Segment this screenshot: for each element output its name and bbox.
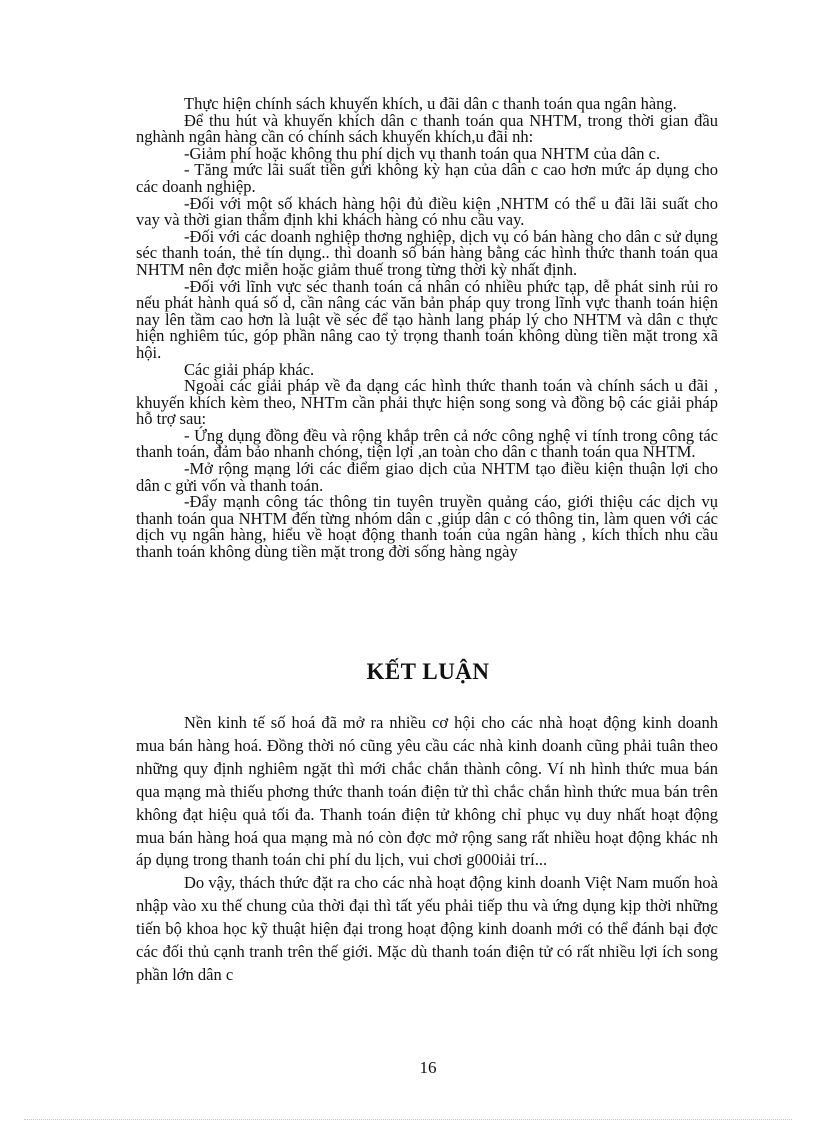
paragraph: Do vậy, thách thức đặt ra cho các nhà hoạt động kinh doanh Việt Nam muốn hoà nhập vào xu thế chung của thời đại thì tất yếu phải tiếp thu và ứng dụng kịp thời những tiến bộ khoa học kỹ thuật hiện đại trong hoạt động kinh doanh mới có thể đánh bại đợc các đối thủ cạnh tranh trên thế giới. Mặc dù thanh toán điện tử có rất nhiều lợi ích song phần lớn dân c (136, 873, 718, 984)
paragraph: -Đẩy mạnh công tác thông tin tuyên truyền quảng cáo, giới thiệu các dịch vụ thanh toán qua NHTM đến từng nhóm dân c ,giúp dân c có thông tin, làm quen với các dịch vụ ngân hàng, hiểu về hoạt động thanh toán của ngân hàng , kích thích nhu cầu thanh toán không dùng tiền mặt trong đời sống hàng ngày (136, 492, 718, 562)
paragraph: -Mở rộng mạng lới các điểm giao dịch của NHTM tạo điều kiện thuận lợi cho dân c gửi vốn và thanh toán. (136, 459, 718, 495)
solutions-section (136, 96, 718, 561)
page-number: 16 (419, 1058, 437, 1077)
paragraph: Nền kinh tế số hoá đã mở ra nhiều cơ hội cho các nhà hoạt động kinh doanh mua bán hàng hoá. Đồng thời nó cũng yêu cầu các nhà kinh doanh cũng phải tuân theo những quy định nghiêm ngặt thì mới chắc chắn thành công. Ví nh hình thức mua bán qua mạng mà thiếu phơng thức thanh toán điện tử thì chắc chắn hình thức mua bán trên không đạt hiệu quả tối đa. Thanh toán điện tử không chỉ phục vụ duy nhất hoạt động mua bán hàng hoá qua mạng mà nó còn đợc mở rộng sang rất nhiều hoạt động khác nh áp dụng trong thanh toán chi phí du lịch, vui chơi g000iải trí... (136, 713, 718, 870)
paragraph: -Đối với lĩnh vực séc thanh toán cá nhân có nhiều phức tạp, dễ phát sinh rủi ro nếu phát hành quá số d, cần nâng các văn bản pháp quy trong lĩnh vực thanh toán hiện nay lên tầm cao hơn là luật về séc để tạo hành lang pháp lý cho NHTM và dân c thực hiện nghiêm túc, góp phần nâng cao tỷ trọng thanh toán không dùng tiền mặt trong xã hội. (136, 276, 718, 362)
page-bottom-divider (24, 1119, 792, 1120)
paragraph: -Đối với các doanh nghiệp thơng nghiệp, dịch vụ có bán hàng cho dân c sử dụng séc thanh toán, thẻ tín dụng.. thì doanh số bán hàng bằng các hình thức thanh toán qua NHTM nên đợc miễn hoặc giảm thuế trong từng thời kỳ nhất định. (136, 226, 718, 279)
paragraph: - Tăng mức lãi suất tiền gửi không kỳ hạn của dân c cao hơn mức áp dụng cho các doanh nghiệp. (136, 160, 718, 196)
conclusion-heading: KẾT LUẬN (366, 659, 490, 684)
paragraph: Ngoài các giải pháp về đa dạng các hình thức thanh toán và chính sách u đãi , khuyến khích kèm theo, NHTm cần phải thực hiện song song và đồng bộ các giải pháp hỗ trợ sau: (136, 376, 718, 429)
paragraph: Thực hiện chính sách khuyến khích, u đãi dân c thanh toán qua ngân hàng. (184, 94, 677, 113)
paragraph: -Giảm phí hoặc không thu phí dịch vụ thanh toán qua NHTM của dân c. (184, 143, 661, 163)
paragraph: - Ứng dụng đồng đều và rộng khắp trên cả nớc công nghệ vi tính trong công tác thanh toán, đảm bảo nhanh chóng, tiện lợi ,an toàn cho dân c thanh toán qua NHTM. (136, 425, 718, 462)
paragraph: Các giải pháp khác. (184, 359, 315, 379)
paragraph: -Đối với một số khách hàng hội đủ điều kiện ,NHTM có thể u đãi lãi suất cho vay và thời gian thẩm định khi khách hàng có nhu cầu vay. (136, 193, 718, 230)
paragraph: Để thu hút và khuyến khích dân c thanh toán qua NHTM, trong thời gian đầu nghành ngân hàng cần có chính sách khuyến khích,u đãi nh: (136, 110, 718, 147)
conclusion-section (136, 712, 718, 987)
